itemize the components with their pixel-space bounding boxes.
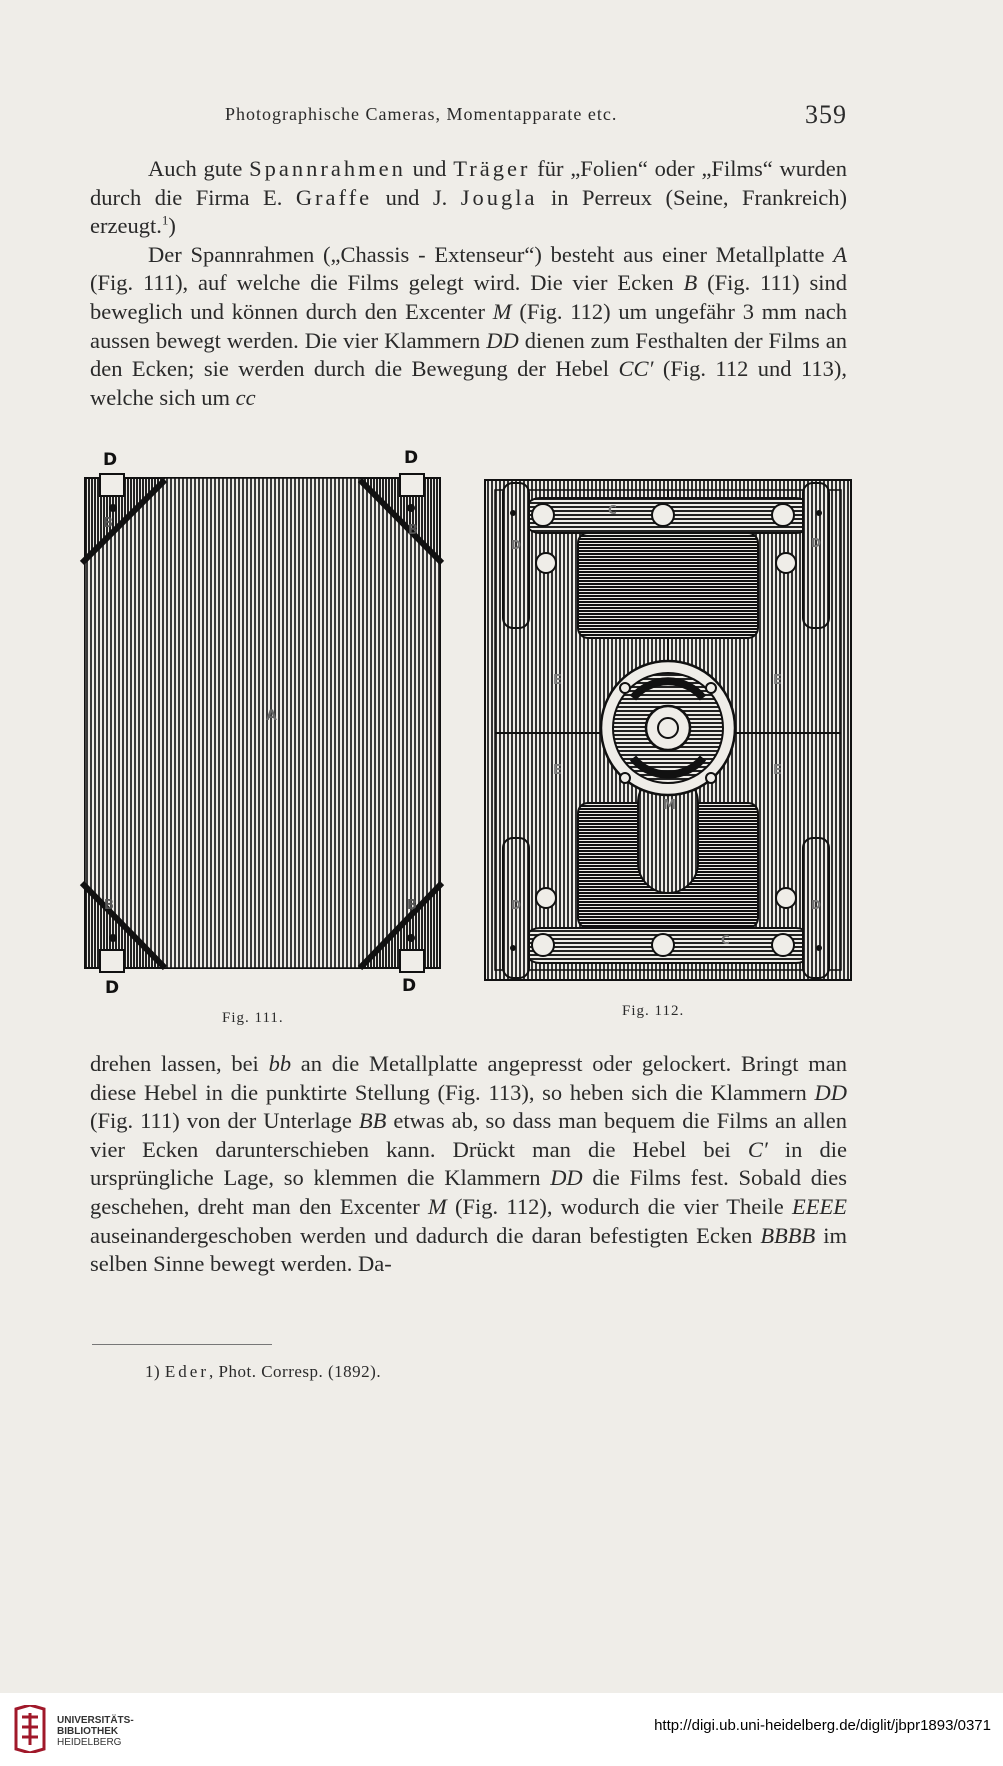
library-name-line: UNIVERSITÄTS-: [57, 1715, 134, 1726]
text-run: ): [168, 213, 176, 239]
spaced-name: Graffe: [295, 184, 373, 210]
library-name-line: HEIDELBERG: [57, 1737, 122, 1748]
ref-letter: C′: [747, 1136, 768, 1162]
paragraph-intro: [90, 155, 847, 241]
label-b-top-left: B: [103, 516, 113, 531]
figure-112-drawing: [483, 478, 853, 983]
text-run: Auch gute: [148, 156, 250, 181]
label-d-top-left: D: [511, 538, 521, 552]
label-d-bottom-right: D: [811, 898, 821, 912]
text-run: drehen lassen, bei: [90, 1051, 269, 1076]
figure-111-drawing: [70, 448, 450, 998]
text-run: (Fig. 111) sind beweglich und können durch den Excenter: [90, 270, 847, 324]
digital-object-link[interactable]: http://digi.ub.uni-heidelberg.de/diglit/jbpr1893/0371: [654, 1717, 991, 1734]
paragraph-spannrahmen: [90, 241, 847, 413]
footnote-author: Eder: [164, 1362, 210, 1381]
spaced-name: Jougla: [460, 184, 538, 210]
spaced-term: Träger: [453, 156, 531, 181]
label-e-bottom-right: E: [773, 763, 782, 778]
footnote-ref[interactable]: 1: [161, 212, 169, 228]
footnote-text: , Phot. Corresp. (1892).: [209, 1362, 382, 1381]
ref-letter: A: [833, 241, 847, 267]
ref-letter: M: [492, 298, 512, 324]
label-d-bottom-left: D: [105, 978, 120, 998]
library-name-line: BIBLIOTHEK: [57, 1726, 119, 1737]
label-d-bottom-left: D: [511, 898, 521, 912]
footnote: [145, 1362, 381, 1382]
label-d-top-left: D: [103, 450, 118, 470]
ref-letter: BBBB: [760, 1222, 816, 1248]
label-b-bottom-left: B: [104, 898, 114, 913]
text-run: (Fig. 111) von der Unterlage: [90, 1108, 359, 1134]
caption-fig-111: Fig. 111.: [222, 1010, 284, 1026]
text-run: im selben Sinne bewegt werden. Da-: [90, 1222, 847, 1277]
ref-letter: bb: [268, 1051, 292, 1076]
label-c-bottom: C: [721, 933, 730, 947]
text-run: „Films“ wurden durch die Firma E.: [90, 156, 847, 210]
label-a: A: [266, 708, 277, 724]
label-b-top-right: B: [408, 523, 418, 538]
caption-fig-112: Fig. 112.: [622, 1003, 685, 1019]
label-c-top: C: [608, 503, 617, 517]
label-b-bottom-right: B: [407, 898, 417, 913]
ref-letter: DD: [550, 1165, 583, 1191]
label-d-top-right: D: [811, 536, 821, 550]
spaced-term: Spannrahmen: [249, 156, 406, 181]
text-block-bottom: [90, 1050, 847, 1279]
text-run: etwas ab, so dass man bequem die Films an allen vier Ecken darunterschieben kann. Drückt man die Hebel bei: [90, 1108, 848, 1162]
text-run: auseinandergeschoben werden und dadurch die daran befestigten Ecken: [90, 1222, 761, 1248]
label-e-bottom-left: E: [553, 763, 562, 778]
paragraph-continued: [90, 1050, 847, 1279]
library-logo-icon: [10, 1705, 50, 1753]
ref-letter: DD: [486, 327, 519, 353]
label-e-top-right: E: [773, 673, 782, 688]
ref-letter: EEEE: [792, 1193, 847, 1219]
figure-112: [483, 478, 853, 983]
ref-letter: CC′: [618, 356, 654, 382]
label-m: M: [663, 798, 676, 813]
text-run: in die ursprüngliche Lage, so klemmen die Klammern: [90, 1136, 847, 1191]
text-run: Der Spannrahmen („Chassis - Extenseur“) besteht aus einer Metallplatte: [148, 241, 834, 267]
ref-letter: cc: [235, 384, 256, 410]
text-run: in Perreux (Seine, Frankreich) erzeugt.: [90, 184, 847, 239]
ref-letter: B: [683, 270, 698, 296]
running-header: [225, 100, 847, 130]
text-run: (Fig. 111), auf welche die Films gelegt wird. Die vier Ecken: [90, 270, 684, 296]
text-run: an die Metallplatte angepresst oder gelockert. Bringt man diese Hebel in die punktirte Stellung (Fig. 113), so heben sich die Klammern: [90, 1051, 847, 1105]
library-name: [57, 1715, 134, 1748]
ref-letter: BB: [358, 1108, 387, 1134]
figure-111: [70, 448, 450, 998]
page-number: 359: [805, 100, 847, 129]
library-footer: [0, 1693, 1003, 1766]
text-run: (Fig. 112), wodurch die vier Theile: [446, 1193, 793, 1219]
running-title: Photographische Cameras, Momentapparate etc.: [225, 104, 618, 124]
text-run: für „Folien“ oder: [530, 156, 695, 181]
label-d-bottom-right: D: [402, 976, 417, 996]
footnote-rule: [92, 1344, 272, 1345]
text-run: (Fig. 112 und 113), welche sich um: [90, 356, 847, 410]
text-run: und J.: [372, 184, 461, 210]
text-run: die Films fest. Sobald dies geschehen, dreht man den Excenter: [90, 1165, 847, 1219]
label-e-top-left: E: [553, 673, 562, 688]
text-run: und: [405, 156, 454, 181]
label-d-top-right: D: [404, 448, 419, 468]
ref-letter: M: [428, 1193, 447, 1219]
text-run: (Fig. 112) um ungefähr 3 mm nach aussen bewegt werden. Die vier Klammern: [90, 298, 847, 353]
ref-letter: DD: [814, 1079, 847, 1105]
text-block-top: [90, 155, 847, 412]
text-run: dienen zum Festhalten der Films an den Ecken; sie werden durch die Bewegung der Hebel: [90, 327, 848, 382]
footnote-marker: 1): [145, 1362, 161, 1381]
